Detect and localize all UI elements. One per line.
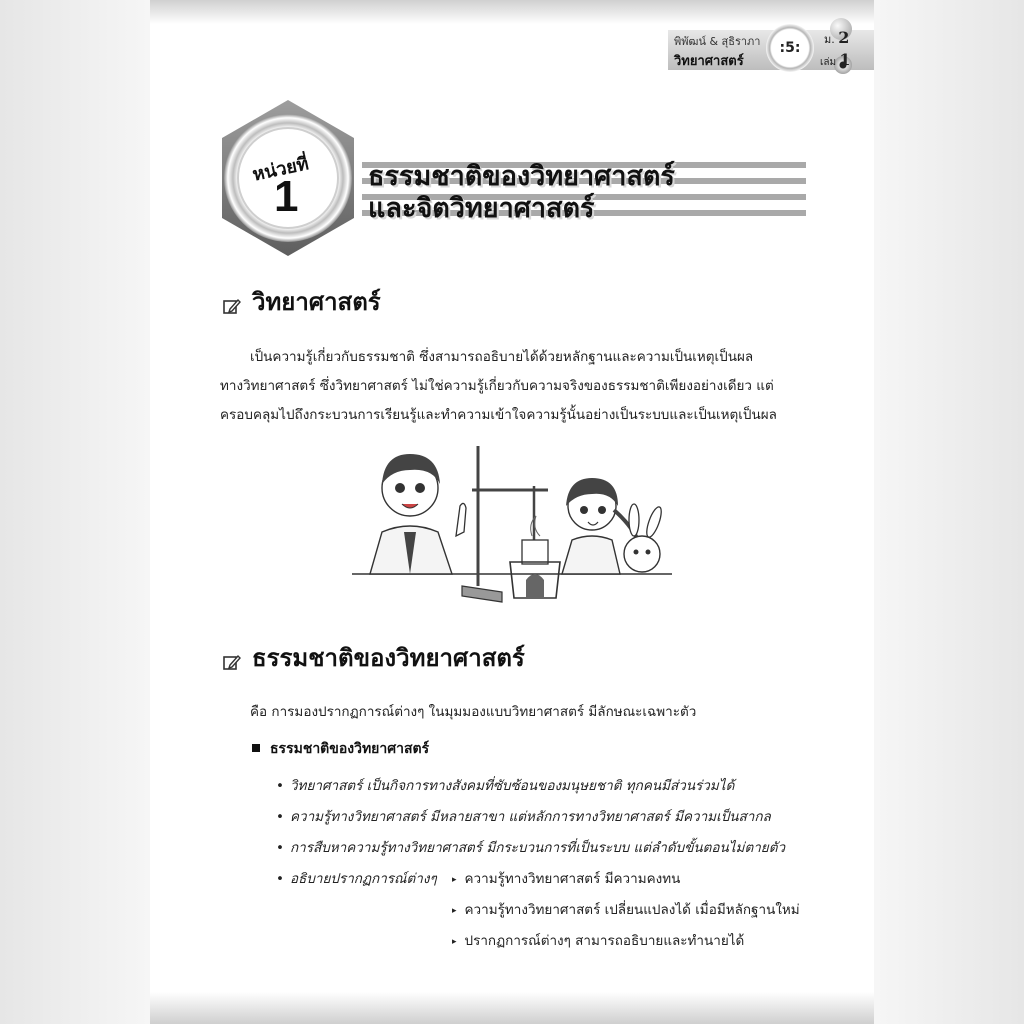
page-margin-left [0,0,150,1024]
page-margin-right [874,0,1024,1024]
sub-heading: ธรรมชาติของวิทยาศาสตร์ [270,741,430,757]
volume-number: 1 [839,50,851,69]
section-heading-text: วิทยาศาสตร์ [252,288,381,316]
page-number: :5: [779,40,801,56]
grade-number: 2 [838,28,850,47]
edit-note-icon [222,651,242,671]
section-intro: คือ การมองปรากฏการณ์ต่างๆ ในมุมมองแบบวิทยาศาสตร์ มีลักษณะเฉพาะตัว [250,704,697,720]
header-subject: วิทยาศาสตร์ [674,54,744,69]
header-authors: พิพัฒน์ & สุธิราภา [674,35,761,48]
section-heading-science [222,282,381,321]
unit-label: หน่วยที่ [250,153,311,186]
sub-point: ▸ ความรู้ทางวิทยาศาสตร์ มีความคงทน [452,867,680,889]
lab-illustration [352,440,672,610]
sub-point: ▸ ความรู้ทางวิทยาศาสตร์ เปลี่ยนแปลงได้ เมื่อมีหลักฐานใหม่ [452,898,800,920]
chapter-title-line1: ธรรมชาติของวิทยาศาสตร์ [368,161,675,192]
volume-prefix: เล่ม [820,57,837,68]
chapter-title [362,160,806,224]
square-bullet-icon [252,744,260,752]
grade-level [824,28,849,48]
section-heading-text: ธรรมชาติของวิทยาศาสตร์ [252,644,525,672]
edit-note-icon [222,295,242,315]
bullet-item: • วิทยาศาสตร์ เป็นกิจการทางสังคมที่ซับซ้อนของมนุษยชาติ ทุกคนมีส่วนร่วมได้ [276,774,734,796]
top-band [150,0,874,24]
page-number-badge [766,24,814,72]
paragraph-line: ครอบคลุมไปถึงกระบวนการเรียนรู้และทำความเข้าใจความรู้นั้นอย่างเป็นระบบและเป็นเหตุเป็นผล [220,407,777,423]
volume [820,50,850,70]
science-paragraph [220,343,820,430]
sub-point: ▸ ปรากฏการณ์ต่างๆ สามารถอธิบายและทำนายได้ [452,929,744,951]
paragraph-line: ทางวิทยาศาสตร์ ซึ่งวิทยาศาสตร์ ไม่ใช่ความรู้เกี่ยวกับความจริงของธรรมชาติเพียงอย่างเดียว แต่ [220,378,774,394]
paragraph-line: เป็นความรู้เกี่ยวกับธรรมชาติ ซึ่งสามารถอธิบายได้ด้วยหลักฐานและความเป็นเหตุเป็นผล [250,349,754,365]
grade-prefix: ม. [824,33,835,46]
bottom-band [150,992,874,1024]
bullet-item: • ความรู้ทางวิทยาศาสตร์ มีหลายสาขา แต่หลักการทางวิทยาศาสตร์ มีความเป็นสากล [276,805,771,827]
chapter-badge [218,98,358,258]
bullet-item: • อธิบายปรากฏการณ์ต่างๆ [276,867,437,889]
unit-number: 1 [274,172,299,221]
bullet-item: • การสืบหาความรู้ทางวิทยาศาสตร์ มีกระบวนการที่เป็นระบบ แต่ลำดับขั้นตอนไม่ตายตัว [276,836,785,858]
section-heading-nature-of-science [222,638,525,677]
students-lab-icon [352,440,672,610]
chapter-title-line2: และจิตวิทยาศาสตร์ [368,193,595,224]
page-header [668,22,874,78]
